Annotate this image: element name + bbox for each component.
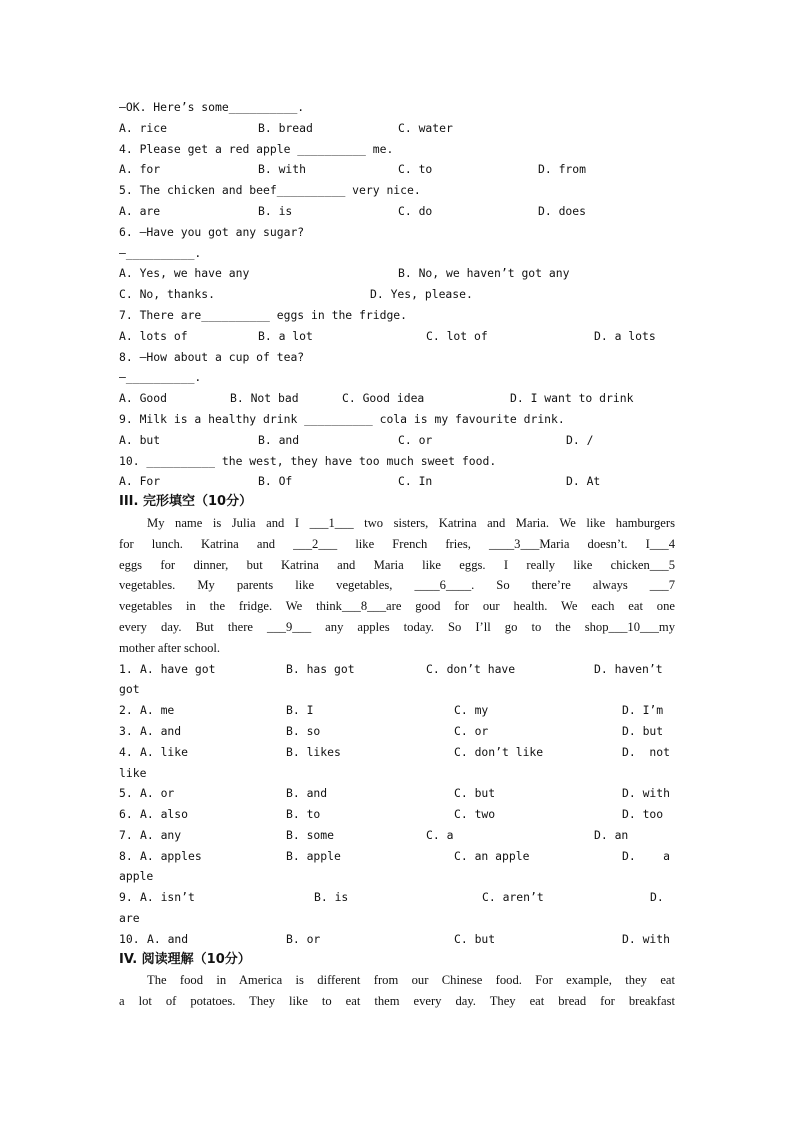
cloze-option-row bbox=[119, 825, 675, 846]
option-b: B. so bbox=[286, 723, 321, 738]
cloze-option-wrap: are bbox=[119, 911, 140, 926]
cloze-option-row bbox=[119, 700, 675, 721]
option-b: B. to bbox=[286, 807, 321, 822]
cloze-number: 8. bbox=[119, 848, 133, 863]
option-c: C. don’t have bbox=[426, 661, 516, 676]
option-b: B. I bbox=[286, 703, 314, 718]
option-c: C. a bbox=[426, 827, 454, 842]
option-a: A. Yes, we have any bbox=[119, 266, 250, 281]
question-5-prompt: 5. The chicken and beef__________ very nice. bbox=[119, 183, 421, 198]
cloze-number: 9. bbox=[119, 890, 133, 905]
option-a: A. lots of bbox=[119, 328, 188, 343]
cloze-number: 4. bbox=[119, 744, 133, 759]
option-a: A. but bbox=[119, 432, 161, 447]
question-6-prompt: 6. —Have you got any sugar? bbox=[119, 224, 305, 239]
option-d: D. does bbox=[538, 203, 587, 218]
option-c: C. two bbox=[454, 807, 496, 822]
option-b: B. bread bbox=[258, 120, 313, 135]
option-a: A. for bbox=[119, 162, 161, 177]
option-a: A. For bbox=[119, 474, 161, 489]
option-b: B. is bbox=[314, 890, 349, 905]
option-d: D. too bbox=[622, 807, 664, 822]
option-a: A. me bbox=[140, 703, 175, 718]
option-a: A. any bbox=[140, 827, 182, 842]
cloze-number: 5. bbox=[119, 786, 133, 801]
option-c: C. water bbox=[398, 120, 453, 135]
cloze-number: 2. bbox=[119, 703, 133, 718]
option-a: A. and bbox=[147, 931, 189, 946]
question-8-answer-blank: —__________. bbox=[119, 370, 202, 385]
option-b: B. Of bbox=[258, 474, 293, 489]
cloze-option-row bbox=[119, 721, 675, 742]
section-4-title: IV. 阅读理解（10分） bbox=[119, 951, 251, 967]
option-c: C. but bbox=[454, 931, 496, 946]
section-3-title: III. 完形填空（10分） bbox=[119, 494, 253, 510]
option-a: A. isn’t bbox=[140, 890, 195, 905]
option-d: D. from bbox=[538, 162, 587, 177]
cloze-option-row bbox=[119, 783, 675, 804]
option-b: B. likes bbox=[286, 744, 341, 759]
cloze-option-wrap: got bbox=[119, 682, 140, 697]
option-d: D. with bbox=[622, 786, 671, 801]
option-c: C. don’t like bbox=[454, 744, 544, 759]
question-8-options bbox=[119, 388, 675, 409]
option-b: B. and bbox=[286, 786, 328, 801]
option-d: D. an bbox=[594, 827, 629, 842]
cloze-option-wrap: like bbox=[119, 765, 147, 780]
cloze-passage-line: vegetables in the fridge. We think___8___are good for our health. We each eat one bbox=[119, 599, 675, 614]
question-7-options bbox=[119, 326, 675, 347]
option-c: C. but bbox=[454, 786, 496, 801]
cloze-number: 3. bbox=[119, 723, 133, 738]
option-d: D. At bbox=[566, 474, 601, 489]
option-a: A. or bbox=[140, 786, 175, 801]
question-6-options-row-2 bbox=[119, 284, 675, 305]
exam-page bbox=[119, 97, 675, 1012]
option-a: A. have got bbox=[140, 661, 216, 676]
cloze-passage-line: every day. But there ___9___ any apples today. So I’ll go to the shop___10___my bbox=[119, 619, 675, 634]
cloze-option-wrap: apple bbox=[119, 869, 154, 884]
option-d: D. bbox=[650, 890, 664, 905]
cloze-number: 1. bbox=[119, 661, 133, 676]
cloze-option-row bbox=[119, 846, 675, 867]
option-b: B. Not bad bbox=[230, 391, 299, 406]
cloze-number: 10. bbox=[119, 931, 140, 946]
option-b: B. or bbox=[286, 931, 321, 946]
option-a: A. and bbox=[140, 723, 182, 738]
cloze-passage-line: My name is Julia and I ___1___ two sisters, Katrina and Maria. We like hamburgers bbox=[147, 515, 675, 530]
option-c: C. or bbox=[398, 432, 433, 447]
option-d: D. Yes, please. bbox=[370, 287, 473, 302]
option-c: C. to bbox=[398, 162, 433, 177]
option-b: B. is bbox=[258, 203, 293, 218]
option-c: C. In bbox=[398, 474, 433, 489]
option-d: D. a bbox=[622, 848, 671, 863]
option-c: C. my bbox=[454, 703, 489, 718]
question-10-options bbox=[119, 471, 675, 492]
option-d: D. I want to drink bbox=[510, 391, 634, 406]
option-c: C. aren’t bbox=[482, 890, 544, 905]
option-a: A. rice bbox=[119, 120, 168, 135]
option-c: C. Good idea bbox=[342, 391, 425, 406]
cloze-number: 7. bbox=[119, 827, 133, 842]
cloze-option-row bbox=[119, 659, 675, 680]
option-b: B. with bbox=[258, 162, 307, 177]
option-b: B. apple bbox=[286, 848, 341, 863]
option-a: A. apples bbox=[140, 848, 202, 863]
option-a: A. also bbox=[140, 807, 189, 822]
option-c: C. No, thanks. bbox=[119, 287, 216, 302]
option-d: D. not bbox=[622, 744, 671, 759]
option-a: A. like bbox=[140, 744, 189, 759]
option-d: D. I’m bbox=[622, 703, 664, 718]
question-6-answer-blank: —__________. bbox=[119, 245, 202, 260]
question-9-options bbox=[119, 430, 675, 451]
question-3-prompt: —OK. Here’s some__________. bbox=[119, 100, 305, 114]
question-4-options bbox=[119, 159, 675, 180]
cloze-passage-line: vegetables. My parents like vegetables, ____6____. So there’re always ___7 bbox=[119, 578, 675, 593]
option-b: B. has got bbox=[286, 661, 355, 676]
question-9-prompt: 9. Milk is a healthy drink __________ cola is my favourite drink. bbox=[119, 411, 565, 426]
cloze-option-row bbox=[119, 887, 675, 908]
option-b: B. and bbox=[258, 432, 300, 447]
question-6-options-row-1 bbox=[119, 263, 675, 284]
option-d: D. a lots bbox=[594, 328, 656, 343]
cloze-option-row bbox=[119, 929, 675, 950]
cloze-option-row bbox=[119, 804, 675, 825]
question-3-options bbox=[119, 118, 675, 139]
option-a: A. are bbox=[119, 203, 161, 218]
question-7-prompt: 7. There are__________ eggs in the fridge. bbox=[119, 307, 408, 322]
option-b: B. No, we haven’t got any bbox=[398, 266, 570, 281]
reading-passage-line: The food in America is different from our Chinese food. For example, they eat bbox=[147, 973, 675, 988]
option-d: D. / bbox=[566, 432, 594, 447]
option-a: A. Good bbox=[119, 391, 168, 406]
option-d: D. haven’t bbox=[594, 661, 663, 676]
option-d: D. with bbox=[622, 931, 671, 946]
cloze-passage-line: mother after school. bbox=[119, 640, 221, 655]
option-c: C. lot of bbox=[426, 328, 488, 343]
option-c: C. or bbox=[454, 723, 489, 738]
cloze-option-row bbox=[119, 742, 675, 763]
question-10-prompt: 10. __________ the west, they have too much sweet food. bbox=[119, 453, 497, 468]
option-b: B. a lot bbox=[258, 328, 313, 343]
question-8-prompt: 8. —How about a cup of tea? bbox=[119, 349, 305, 364]
cloze-number: 6. bbox=[119, 807, 133, 822]
option-c: C. an apple bbox=[454, 848, 530, 863]
option-d: D. but bbox=[622, 723, 664, 738]
option-b: B. some bbox=[286, 827, 335, 842]
option-c: C. do bbox=[398, 203, 433, 218]
question-5-options bbox=[119, 201, 675, 222]
cloze-passage-line: eggs for dinner, but Katrina and Maria like eggs. I really like chicken___5 bbox=[119, 557, 675, 572]
cloze-passage-line: for lunch. Katrina and ___2___ like French fries, ____3___Maria doesn’t. I___4 bbox=[119, 536, 675, 551]
reading-passage-line: a lot of potatoes. They like to eat them every day. They eat bread for breakfast bbox=[119, 994, 675, 1009]
question-4-prompt: 4. Please get a red apple __________ me. bbox=[119, 141, 394, 156]
